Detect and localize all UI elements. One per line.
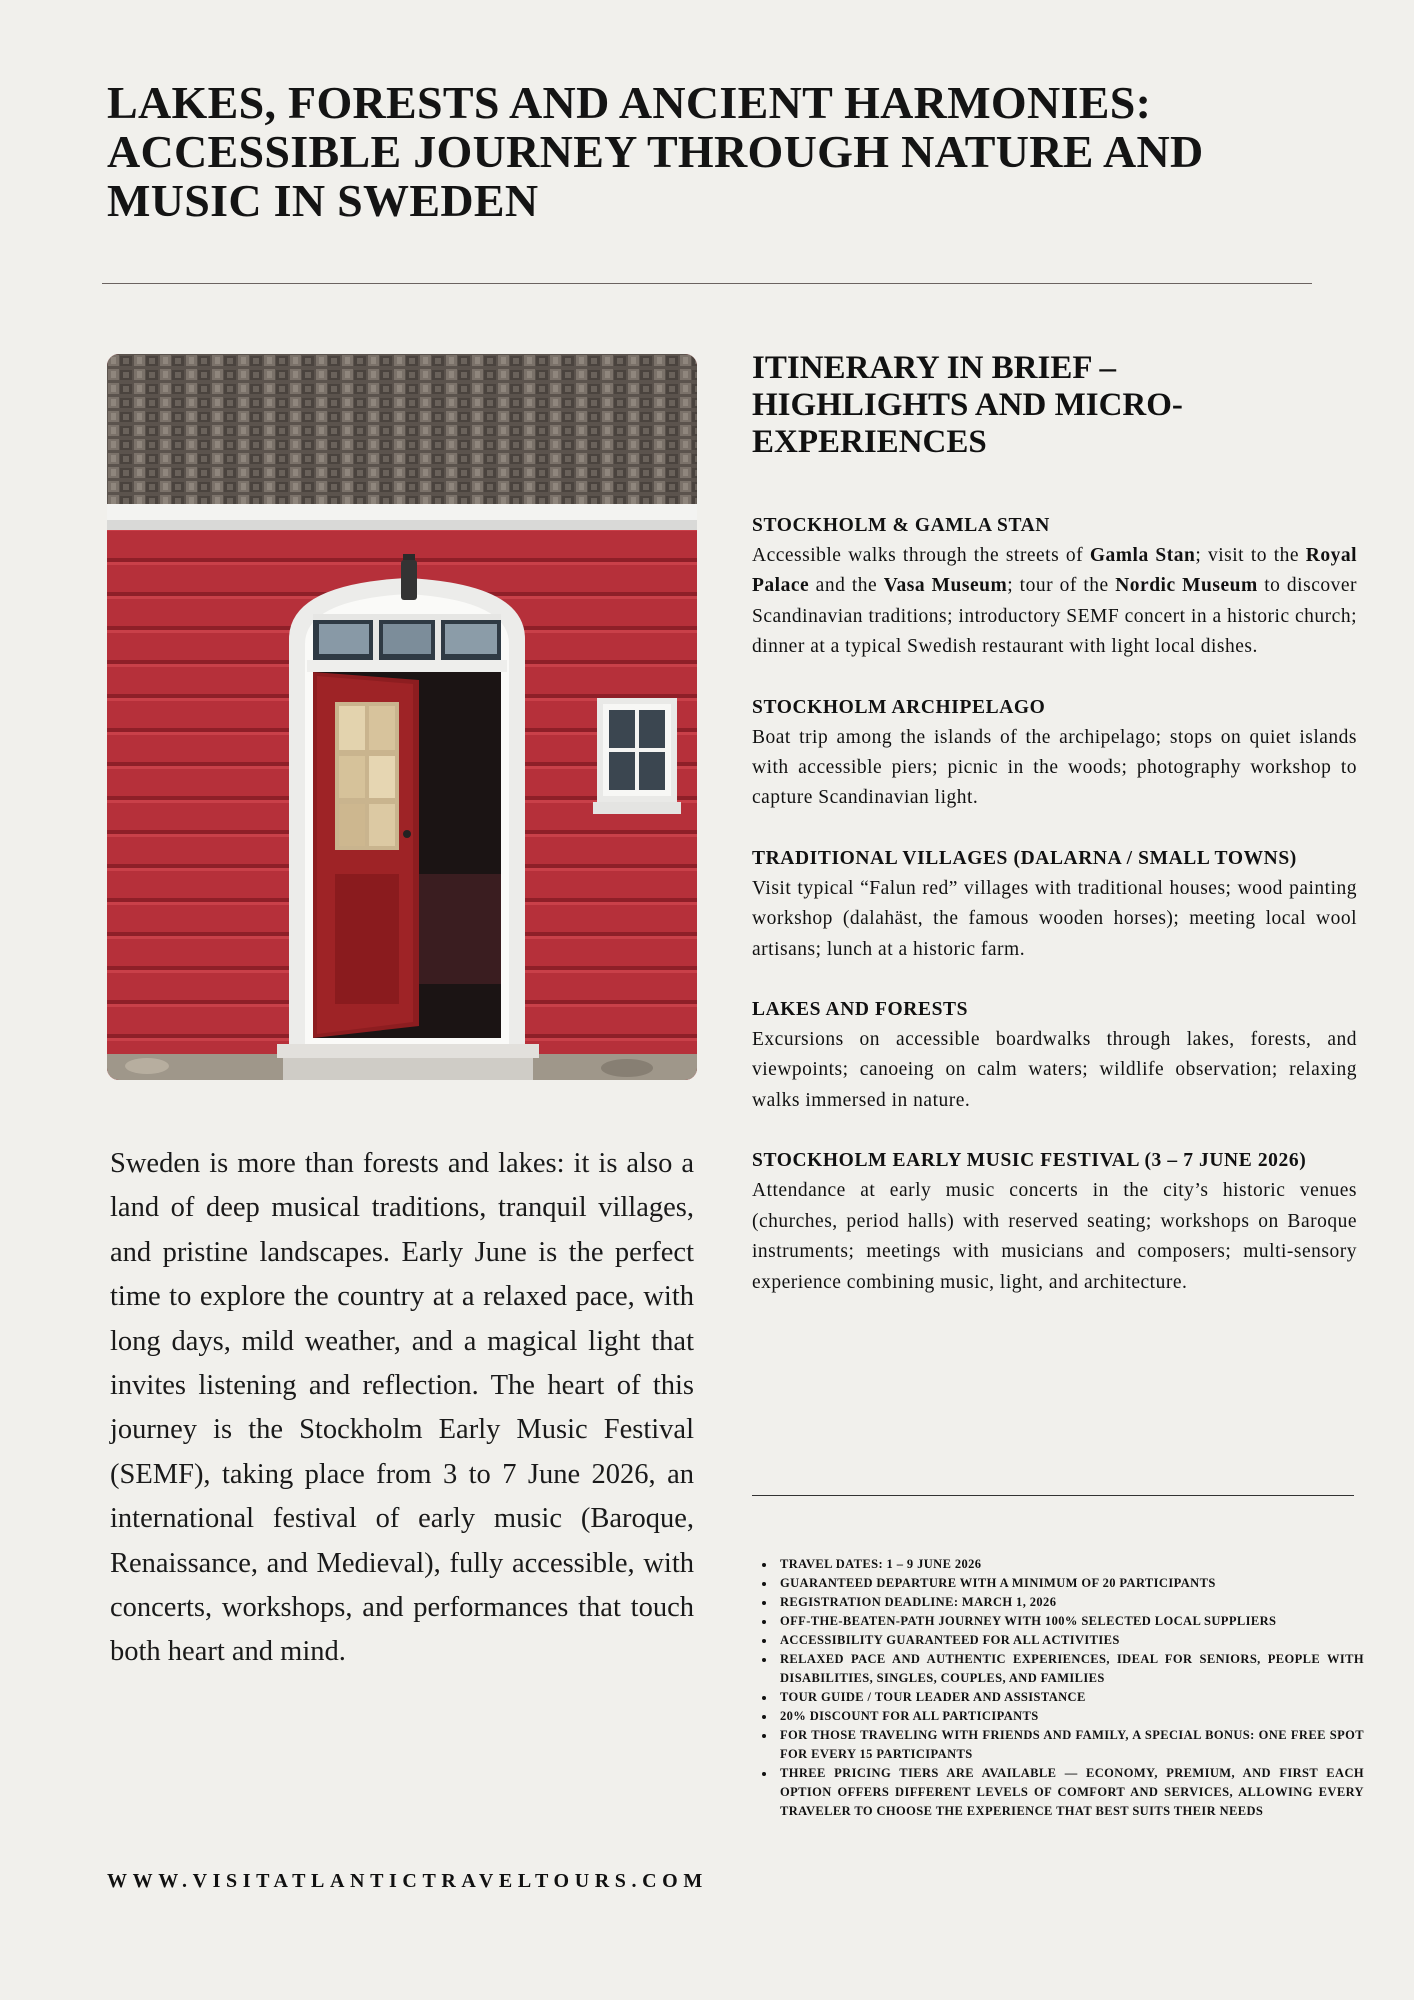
- section-title: STOCKHOLM & GAMLA STAN: [752, 515, 1050, 536]
- section-text: ; tour of the: [1007, 575, 1116, 597]
- section-title: STOCKHOLM EARLY MUSIC FESTIVAL (3 – 7 JUNE 2026): [752, 1150, 1307, 1172]
- trip-detail-item: • TOUR GUIDE / TOUR LEADER AND ASSISTANCE: [776, 1688, 1364, 1707]
- trip-detail-item: • GUARANTEED DEPARTURE WITH A MINIMUM OF 20 PARTICIPANTS: [776, 1574, 1364, 1593]
- itinerary-heading-line: HIGHLIGHTS AND MICRO-: [752, 387, 1183, 423]
- section-description: [752, 874, 1357, 965]
- section-text: and the: [809, 575, 884, 597]
- section-title: LAKES AND FORESTS: [752, 999, 969, 1021]
- website-link[interactable]: WWW.VISITATLANTICTRAVELTOURS.COM: [107, 1870, 708, 1892]
- itinerary-heading-line: ITINERARY IN BRIEF –: [752, 350, 1117, 386]
- section-text: Visit typical “Falun red” villages with traditional houses; wood painting workshop (dalahäst, the famous wooden horses); meeting local wool artisans; lunch at a historic farm.: [752, 877, 1357, 960]
- trip-detail-item: • OFF-THE-BEATEN-PATH JOURNEY WITH 100% SELECTED LOCAL SUPPLIERS: [776, 1612, 1364, 1631]
- section-title: STOCKHOLM ARCHIPELAGO: [752, 696, 1046, 718]
- trip-details-list: [760, 1555, 1364, 1821]
- highlight-place: Vasa Museum: [883, 575, 1008, 597]
- trip-detail-item: • RELAXED PACE AND AUTHENTIC EXPERIENCES, IDEAL FOR SENIORS, PEOPLE WITH DISABILITIES, SINGLES, COUPLES, AND FAMILIES: [776, 1650, 1364, 1688]
- title-line: ACCESSIBLE JOURNEY THROUGH NATURE AND: [107, 126, 1204, 177]
- trip-detail-item: • TRAVEL DATES: 1 – 9 JUNE 2026: [776, 1555, 1364, 1574]
- highlight-place: Royal Palace: [752, 545, 1358, 597]
- itinerary-section: [752, 511, 1357, 663]
- highlight-place: Gamla Stan: [1089, 545, 1196, 566]
- itinerary-section: [752, 995, 1357, 1116]
- itinerary-section: [752, 1146, 1357, 1298]
- red-house-photo: [107, 354, 697, 1080]
- itinerary-heading-line: EXPERIENCES: [752, 424, 987, 460]
- itinerary-column: [752, 350, 1357, 1328]
- itinerary-section: [752, 693, 1357, 814]
- section-text: Boat trip among the islands of the archipelago; stops on quiet islands with accessible piers; picnic in the woods; photography workshop to capture Scandinavian light.: [752, 726, 1357, 809]
- page-title: [107, 78, 1327, 225]
- section-text: to discover Scandinavian traditions; introductory SEMF concert in a historic church; dinner at a typical Swedish restaurant with light local dishes.: [752, 575, 1357, 658]
- section-description: [752, 541, 1357, 663]
- highlight-place: Nordic Museum: [1115, 575, 1258, 597]
- itinerary-sections: [752, 511, 1357, 1298]
- trip-detail-item: • 20% DISCOUNT FOR ALL PARTICIPANTS: [776, 1707, 1364, 1726]
- trip-detail-item: • THREE PRICING TIERS ARE AVAILABLE — ECONOMY, PREMIUM, AND FIRST EACH OPTION OFFERS DIFFERENT LEVELS OF COMFORT AND SERVICES, ALLOWING EVERY TRAVELER TO CHOOSE THE EXPERIENCE THAT BEST SUITS THEIR NEEDS: [776, 1764, 1364, 1821]
- trip-detail-item: • FOR THOSE TRAVELING WITH FRIENDS AND FAMILY, A SPECIAL BONUS: ONE FREE SPOT FOR EVERY 15 PARTICIPANTS: [776, 1726, 1364, 1764]
- section-title: TRADITIONAL VILLAGES (DALARNA / SMALL TOWNS): [752, 847, 1297, 869]
- title-divider: [102, 283, 1312, 284]
- itinerary-heading: [752, 350, 1357, 461]
- section-description: [752, 723, 1357, 814]
- section-text: Accessible walks through the streets of: [752, 545, 1090, 566]
- intro-paragraph: Sweden is more than forests and lakes: it is also a land of deep musical traditions, tranquil villages, and pristine landscapes. Early June is the perfect time to explore the country at a relaxed pace, with long days, mild weather, and a magical light that invites listening and reflection. The heart of this journey is the Stockholm Early Music Festival (SEMF), taking place from 3 to 7 June 2026, an international festival of early music (Baroque, Renaissance, and Medieval), fully accessible, with concerts, workshops, and performances that touch both heart and mind.: [110, 1148, 694, 1668]
- section-text: Attendance at early music concerts in the city’s historic venues (churches, period halls) with reserved seating; workshops on Baroque instruments; meetings with musicians and composers; multi-sensory experience combining music, light, and architecture.: [752, 1180, 1357, 1293]
- section-description: [752, 1176, 1357, 1298]
- title-line: MUSIC IN SWEDEN: [107, 175, 539, 226]
- bullets-divider: [752, 1495, 1354, 1496]
- section-text: Excursions on accessible boardwalks through lakes, forests, and viewpoints; canoeing on calm waters; wildlife observation; relaxing walks immersed in nature.: [752, 1029, 1357, 1111]
- section-text: ; visit to the: [1195, 545, 1306, 566]
- trip-detail-item: • REGISTRATION DEADLINE: MARCH 1, 2026: [776, 1593, 1364, 1612]
- itinerary-section: [752, 844, 1357, 965]
- section-description: [752, 1025, 1357, 1116]
- title-line: LAKES, FORESTS AND ANCIENT HARMONIES:: [107, 77, 1152, 128]
- trip-detail-item: • ACCESSIBILITY GUARANTEED FOR ALL ACTIVITIES: [776, 1631, 1364, 1650]
